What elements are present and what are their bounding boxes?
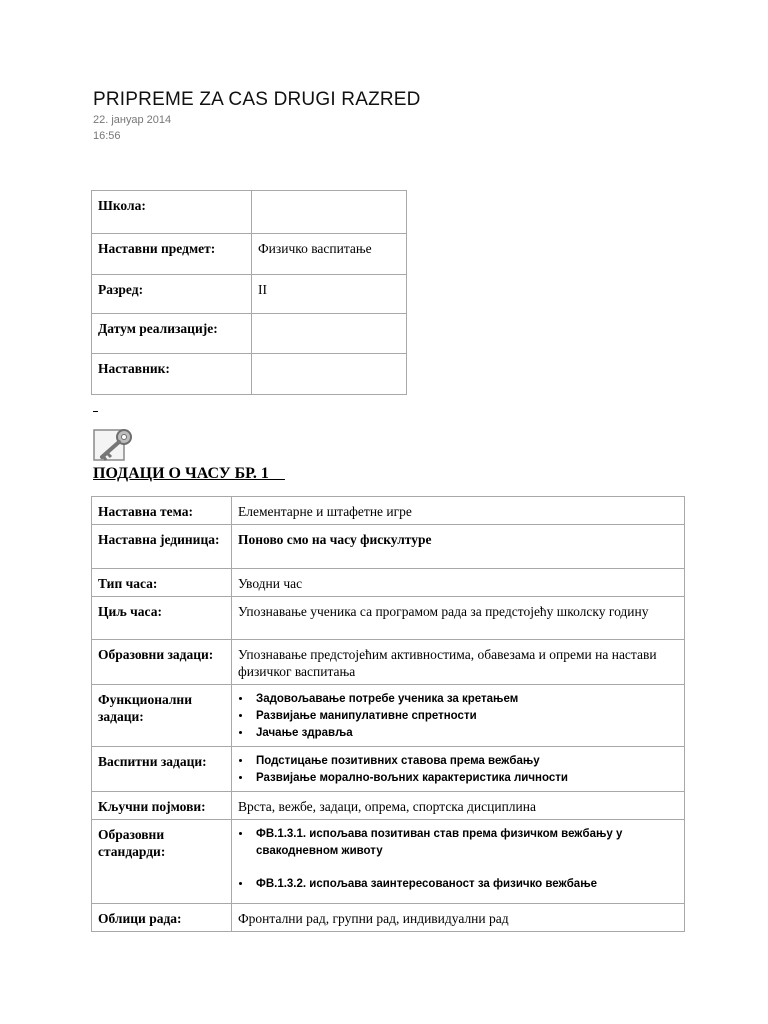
work-forms-label: Облици рада: <box>92 904 232 932</box>
table-row <box>92 234 407 275</box>
table-row <box>92 792 685 820</box>
table-row <box>92 569 685 597</box>
key-terms-label: Кључни појмови: <box>92 792 232 820</box>
table-row <box>92 191 407 234</box>
teacher-label: Наставник: <box>92 354 252 395</box>
grade-label: Разред: <box>92 275 252 314</box>
key-icon <box>93 427 135 463</box>
standards-list <box>232 826 678 893</box>
table-row <box>92 275 407 314</box>
page-date: 22. јануар 2014 <box>93 114 172 126</box>
functional-tasks-value <box>232 685 685 747</box>
subject-value: Физичко васпитање <box>252 234 407 275</box>
list-item: • ФВ.1.3.1. испољава позитиван став према физичком вежбању у свакодневном животу <box>252 826 678 860</box>
table-row <box>92 597 685 640</box>
grade-value: II <box>252 275 407 314</box>
teacher-value <box>252 354 407 395</box>
goal-value: Упознавање ученика са програмом рада за предстојећу школску годину <box>232 597 685 640</box>
topic-label: Наставна тема: <box>92 497 232 525</box>
list-item: • ФВ.1.3.2. испољава заинтересованост за физичко вежбање <box>252 876 678 893</box>
upbringing-tasks-value <box>232 747 685 792</box>
list-item: • Подстицање позитивних ставова према вежбању <box>252 753 678 770</box>
table-row <box>92 497 685 525</box>
separator-mark <box>93 411 98 412</box>
date-label: Датум реализације: <box>92 314 252 354</box>
unit-value: Поново смо на часу фискултуре <box>232 525 685 569</box>
lesson-heading: ПОДАЦИ О ЧАСУ БР. 1 <box>93 465 285 482</box>
subject-label: Наставни предмет: <box>92 234 252 275</box>
date-value <box>252 314 407 354</box>
lesson-type-value: Уводни час <box>232 569 685 597</box>
unit-label: Наставна јединица: <box>92 525 232 569</box>
table-row <box>92 525 685 569</box>
table-row <box>92 640 685 685</box>
table-row <box>92 820 685 904</box>
table-row <box>92 314 407 354</box>
topic-value: Елементарне и штафетне игре <box>232 497 685 525</box>
work-forms-value: Фронтални рад, групни рад, индивидуални рад <box>232 904 685 932</box>
list-item: • Задовољавање потребе ученика за кретањем <box>252 691 678 708</box>
school-value <box>252 191 407 234</box>
educational-tasks-value: Упознавање предстојећим активностима, обавезама и опреми на настави физичког васпитања <box>232 640 685 685</box>
lesson-table <box>91 496 685 932</box>
standards-label: Образовни стандарди: <box>92 820 232 904</box>
table-row <box>92 685 685 747</box>
educational-tasks-label: Образовни задаци: <box>92 640 232 685</box>
list-item: • Развијање манипулативне спретности <box>252 708 678 725</box>
upbringing-tasks-label: Васпитни задаци: <box>92 747 232 792</box>
table-row <box>92 354 407 395</box>
lesson-type-label: Тип часа: <box>92 569 232 597</box>
page-title: PRIPREME ZA CAS DRUGI RAZRED <box>93 89 421 110</box>
school-info-table <box>91 190 407 395</box>
list-item: • Развијање морално-вољних карактеристика личности <box>252 770 678 787</box>
upbringing-tasks-list <box>232 753 678 787</box>
school-label: Школа: <box>92 191 252 234</box>
functional-tasks-label: Функционални задаци: <box>92 685 232 747</box>
table-row <box>92 747 685 792</box>
key-terms-value: Врста, вежбе, задаци, опрема, спортска дисциплина <box>232 792 685 820</box>
standards-value <box>232 820 685 904</box>
functional-tasks-list <box>232 691 678 742</box>
page-time: 16:56 <box>93 130 121 142</box>
goal-label: Циљ часа: <box>92 597 232 640</box>
table-row <box>92 904 685 932</box>
list-item: • Јачање здравља <box>252 725 678 742</box>
